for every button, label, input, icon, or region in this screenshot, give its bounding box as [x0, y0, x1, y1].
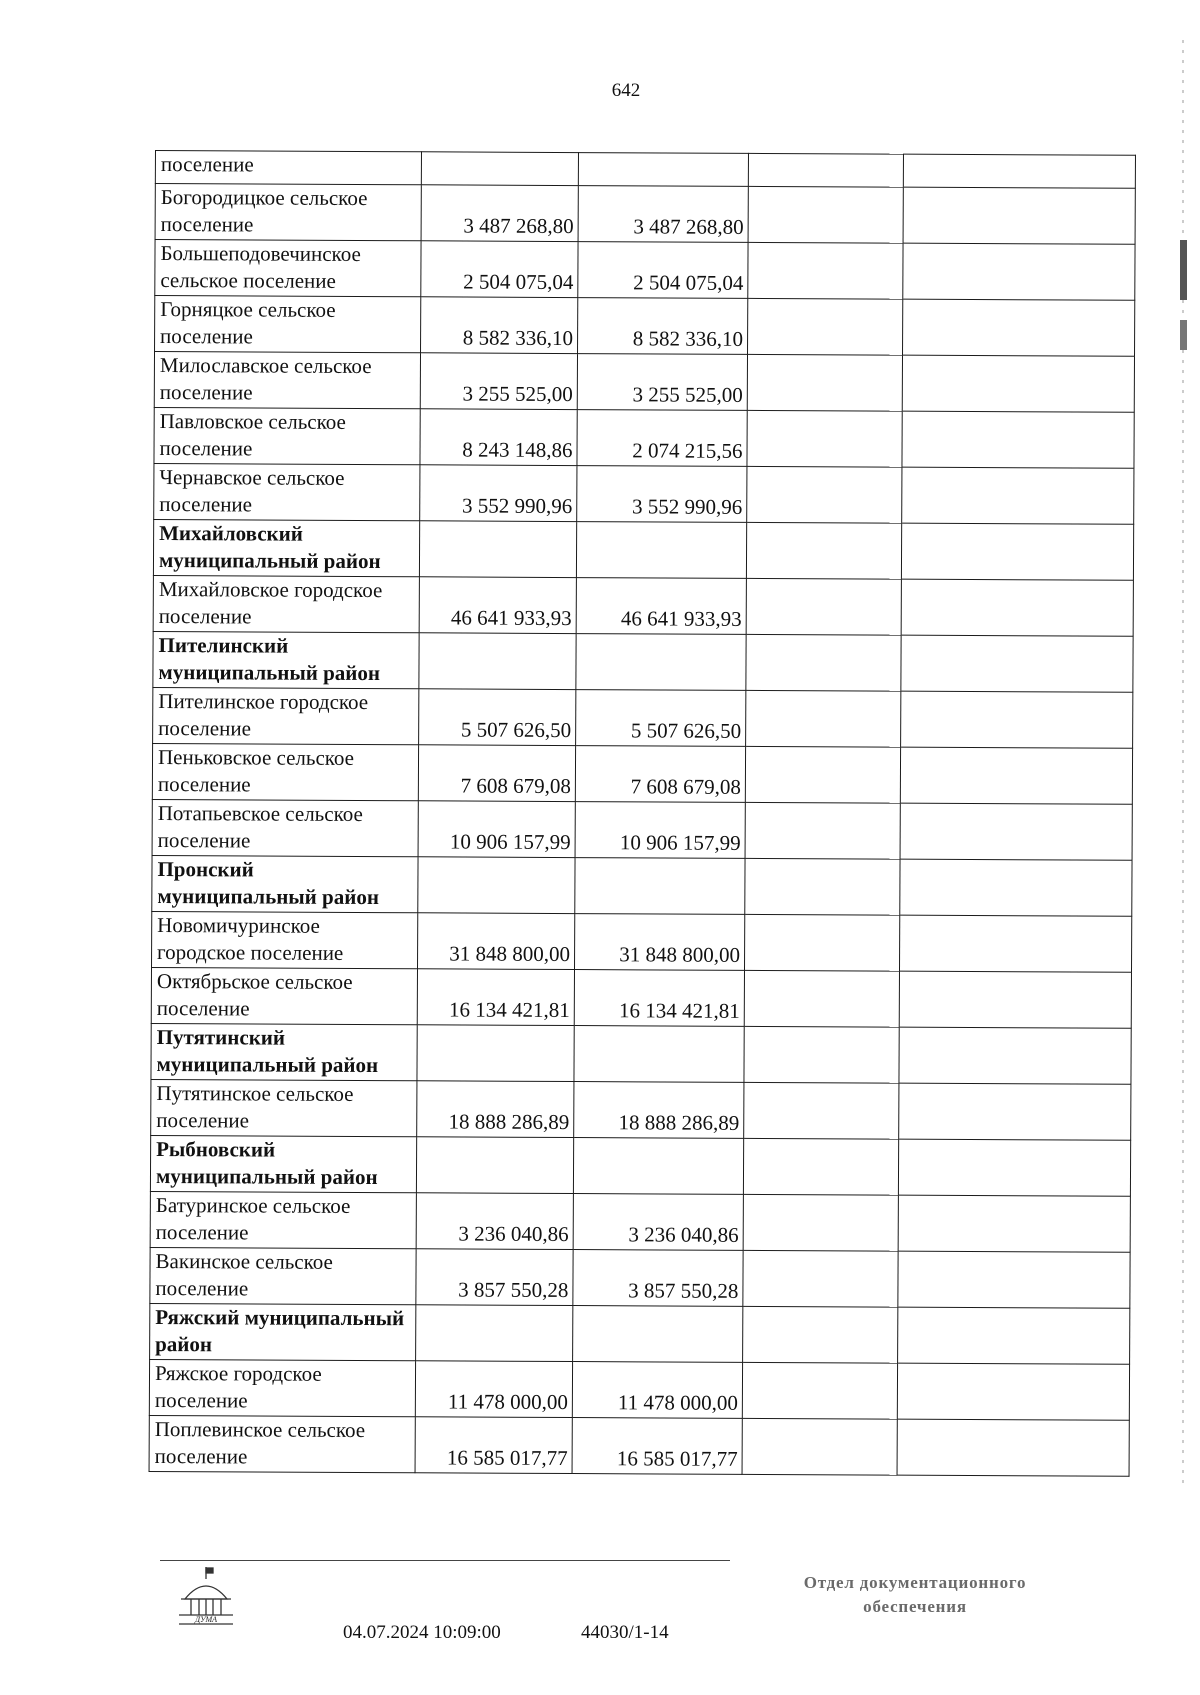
amount-cell: 8 582 336,10 — [578, 298, 748, 355]
empty-cell — [745, 746, 900, 803]
name-cell: Ряжское городское поселение — [149, 1359, 415, 1416]
name-cell: Богородицкое сельское поселение — [155, 184, 421, 241]
amount-cell — [416, 1137, 573, 1194]
amount-cell — [419, 521, 576, 578]
district-row — [151, 1023, 1131, 1084]
empty-cell — [903, 154, 1135, 188]
amount-cell: 3 487 268,80 — [421, 185, 578, 242]
page-number: 642 — [611, 80, 641, 101]
name-cell: Поплевинское сельское поселение — [149, 1415, 415, 1472]
district-row — [152, 855, 1132, 916]
amount-cell: 3 857 550,28 — [573, 1250, 743, 1307]
table-row — [155, 240, 1135, 301]
empty-cell — [744, 1026, 899, 1083]
empty-cell — [744, 1082, 899, 1139]
amount-cell — [574, 1026, 744, 1083]
amount-cell: 11 478 000,00 — [415, 1361, 572, 1418]
empty-cell — [901, 523, 1133, 580]
table-row — [151, 1079, 1131, 1140]
empty-cell — [747, 466, 902, 523]
table-row — [150, 1191, 1130, 1252]
table-row — [152, 799, 1132, 860]
table-row — [154, 407, 1134, 468]
empty-cell — [746, 578, 901, 635]
amount-cell — [576, 634, 746, 691]
table-row — [153, 687, 1133, 748]
empty-cell — [746, 522, 901, 579]
stamp-label: ДУМА — [194, 1615, 218, 1624]
empty-cell — [746, 634, 901, 691]
duma-emblem-icon — [175, 1565, 237, 1627]
amount-cell: 5 507 626,50 — [419, 689, 576, 746]
amount-cell: 10 906 157,99 — [575, 802, 745, 859]
name-cell: поселение — [155, 151, 421, 185]
empty-cell — [902, 411, 1134, 468]
name-cell: Пителинское городское поселение — [153, 687, 419, 744]
table-row — [155, 184, 1135, 245]
empty-cell — [901, 691, 1133, 748]
name-cell: Батуринское сельское поселение — [150, 1191, 416, 1248]
empty-cell — [899, 1027, 1131, 1084]
amount-cell: 46 641 933,93 — [576, 578, 746, 635]
name-cell: Потапьевское сельское поселение — [152, 799, 418, 856]
amount-cell: 16 585 017,77 — [415, 1417, 572, 1474]
empty-cell — [897, 1363, 1129, 1420]
empty-cell — [743, 1306, 898, 1363]
amount-cell: 18 888 286,89 — [574, 1082, 744, 1139]
name-cell: Пителинский муниципальный район — [153, 631, 419, 688]
name-cell: Пронский муниципальный район — [152, 855, 418, 912]
empty-cell — [901, 635, 1133, 692]
name-cell: Рыбновский муниципальный район — [150, 1135, 416, 1192]
district-row — [153, 519, 1133, 580]
amount-cell — [417, 1025, 574, 1082]
amount-cell — [573, 1306, 743, 1363]
amount-cell — [418, 857, 575, 914]
empty-cell — [745, 802, 900, 859]
name-cell: Горняцкое сельское поселение — [155, 296, 421, 353]
empty-cell — [747, 410, 902, 467]
footer-datetime: 04.07.2024 10:09:00 — [343, 1622, 501, 1643]
amount-cell: 31 848 800,00 — [418, 913, 575, 970]
amount-cell: 3 236 040,86 — [573, 1194, 743, 1251]
amount-cell — [573, 1138, 743, 1195]
empty-cell — [743, 1138, 898, 1195]
department-line-2: обеспечения — [863, 1597, 967, 1616]
amount-cell: 7 608 679,08 — [418, 745, 575, 802]
table-row — [149, 1359, 1129, 1420]
table-row — [154, 352, 1134, 413]
name-cell: Михайловское городское поселение — [153, 575, 419, 632]
table-body — [149, 151, 1135, 1477]
amount-cell — [419, 633, 576, 690]
amount-cell: 46 641 933,93 — [419, 577, 576, 634]
empty-cell — [743, 1194, 898, 1251]
empty-cell — [898, 1139, 1130, 1196]
amount-cell — [578, 153, 748, 187]
amount-cell: 16 134 421,81 — [574, 970, 744, 1027]
empty-cell — [903, 243, 1135, 300]
amount-cell: 2 074 215,56 — [577, 410, 747, 467]
empty-cell — [898, 1195, 1130, 1252]
table-row — [151, 967, 1131, 1028]
amount-cell: 3 255 525,00 — [577, 354, 747, 411]
table-row — [152, 743, 1132, 804]
empty-cell — [748, 186, 903, 243]
amount-cell: 10 906 157,99 — [418, 801, 575, 858]
department-stamp — [770, 1571, 1060, 1619]
table-row — [150, 1247, 1130, 1308]
name-cell: Путятинский муниципальный район — [151, 1023, 417, 1080]
empty-cell — [748, 153, 903, 187]
empty-cell — [743, 1250, 898, 1307]
amount-cell: 18 888 286,89 — [417, 1081, 574, 1138]
amount-cell: 11 478 000,00 — [572, 1362, 742, 1419]
amount-cell: 3 552 990,96 — [420, 465, 577, 522]
amount-cell: 3 857 550,28 — [416, 1249, 573, 1306]
empty-cell — [902, 467, 1134, 524]
empty-cell — [746, 690, 901, 747]
amount-cell — [421, 152, 578, 186]
settlements-table — [149, 150, 1136, 1477]
empty-cell — [900, 859, 1132, 916]
amount-cell: 8 582 336,10 — [421, 297, 578, 354]
district-row — [150, 1303, 1130, 1364]
empty-cell — [748, 242, 903, 299]
name-cell: Михайловский муниципальный район — [153, 519, 419, 576]
name-cell: Милославское сельское поселение — [154, 352, 420, 409]
name-cell: Путятинское сельское поселение — [151, 1079, 417, 1136]
amount-cell: 2 504 075,04 — [578, 242, 748, 299]
empty-cell — [899, 915, 1131, 972]
amount-cell — [416, 1305, 573, 1362]
table-row — [155, 296, 1135, 357]
amount-cell: 3 255 525,00 — [420, 353, 577, 410]
empty-cell — [898, 1307, 1130, 1364]
table-row — [154, 463, 1134, 524]
amount-cell: 31 848 800,00 — [574, 914, 744, 971]
table-row — [153, 575, 1133, 636]
name-cell: Чернавское сельское поселение — [154, 463, 420, 520]
name-cell: Большеподовечинское сельское поселение — [155, 240, 421, 297]
empty-cell — [897, 1419, 1129, 1476]
name-cell: Октябрьское сельское поселение — [151, 967, 417, 1024]
empty-cell — [742, 1418, 897, 1475]
scan-edge-marks — [1178, 40, 1188, 1490]
name-cell: Павловское сельское поселение — [154, 407, 420, 464]
district-row — [153, 631, 1133, 692]
footer-doc-number: 44030/1-14 — [581, 1622, 669, 1643]
table-row — [149, 1415, 1129, 1476]
amount-cell — [575, 858, 745, 915]
amount-cell: 3 487 268,80 — [578, 186, 748, 243]
empty-cell — [742, 1362, 897, 1419]
amount-cell: 8 243 148,86 — [420, 409, 577, 466]
amount-cell: 16 134 421,81 — [417, 969, 574, 1026]
name-cell: Ряжский муниципальный район — [150, 1303, 416, 1360]
empty-cell — [898, 1251, 1130, 1308]
amount-cell: 3 552 990,96 — [577, 466, 747, 523]
amount-cell — [576, 522, 746, 579]
empty-cell — [744, 914, 899, 971]
empty-cell — [901, 579, 1133, 636]
empty-cell — [745, 858, 900, 915]
name-cell: Пеньковское сельское поселение — [152, 743, 418, 800]
empty-cell — [903, 187, 1135, 244]
empty-cell — [744, 970, 899, 1027]
amount-cell: 3 236 040,86 — [416, 1193, 573, 1250]
department-line-1: Отдел документационного — [803, 1573, 1027, 1592]
empty-cell — [899, 1083, 1131, 1140]
empty-cell — [747, 354, 902, 411]
empty-cell — [900, 747, 1132, 804]
table-row — [155, 151, 1135, 189]
footer-divider — [160, 1560, 730, 1561]
amount-cell: 2 504 075,04 — [421, 241, 578, 298]
name-cell: Новомичуринское городское поселение — [152, 911, 418, 968]
name-cell: Вакинское сельское поселение — [150, 1247, 416, 1304]
empty-cell — [903, 299, 1135, 356]
empty-cell — [902, 355, 1134, 412]
amount-cell: 16 585 017,77 — [572, 1418, 742, 1475]
empty-cell — [900, 803, 1132, 860]
district-row — [150, 1135, 1130, 1196]
table-row — [152, 911, 1132, 972]
empty-cell — [899, 971, 1131, 1028]
amount-cell: 7 608 679,08 — [575, 746, 745, 803]
empty-cell — [748, 298, 903, 355]
amount-cell: 5 507 626,50 — [576, 690, 746, 747]
